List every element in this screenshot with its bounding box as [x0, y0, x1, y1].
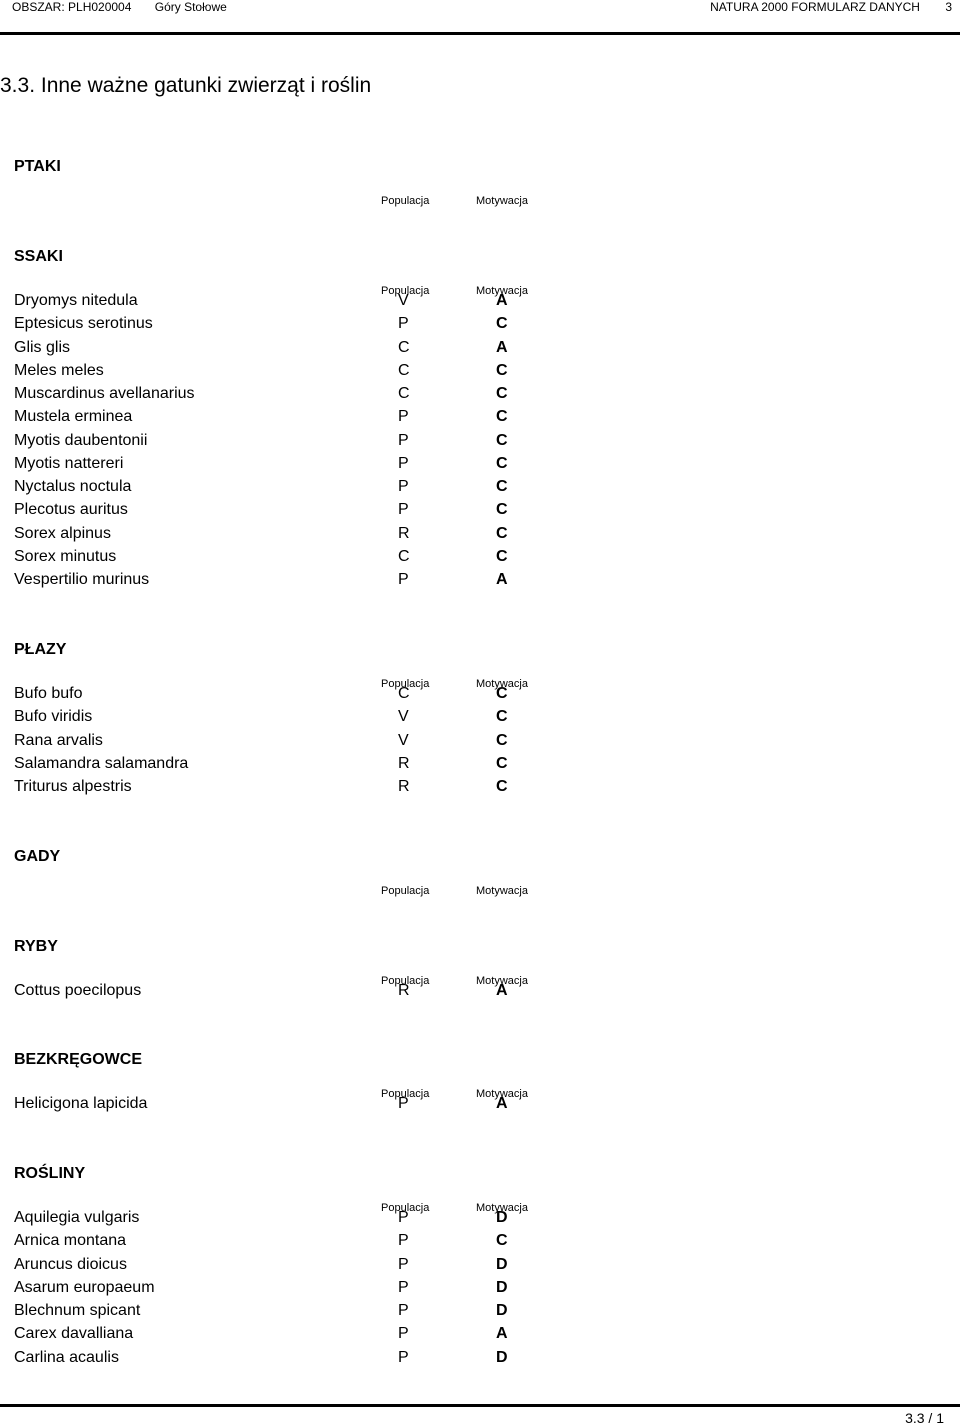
population-value: V: [398, 292, 409, 309]
population-value: C: [398, 385, 410, 402]
species-name: Myotis daubentonii: [14, 431, 148, 449]
site-code: OBSZAR: PLH020004: [12, 0, 132, 14]
page-number: 3.3 / 1: [905, 1410, 944, 1426]
motivation-value: C: [496, 385, 508, 402]
species-name: Carex davalliana: [14, 1325, 134, 1343]
column-header-population: Populacja: [381, 195, 430, 207]
motivation-value: D: [496, 1348, 508, 1366]
motivation-value: C: [496, 1232, 508, 1250]
species-name: Helicigona lapicida: [14, 1095, 148, 1112]
motivation-value: A: [496, 982, 508, 999]
species-name: Muscardinus avellanarius: [14, 385, 195, 402]
motivation-value: D: [496, 1302, 508, 1319]
section-title: BEZKRĘGOWCE: [14, 1051, 142, 1068]
species-name: Blechnum spicant: [14, 1302, 141, 1319]
table-row: [0, 981, 960, 1004]
species-name: Triturus alpestris: [14, 778, 132, 795]
motivation-value: A: [496, 292, 508, 309]
population-value: P: [398, 1302, 409, 1319]
column-header-population: Populacja: [381, 1088, 430, 1100]
table-row: [0, 570, 960, 593]
column-header-motivation: Motywacja: [476, 975, 528, 987]
column-header-population: Populacja: [381, 975, 430, 987]
table-row: [0, 407, 960, 430]
table-row: [0, 1208, 960, 1231]
species-name: Bufo bufo: [14, 685, 83, 702]
population-value: C: [398, 685, 410, 702]
header-right: [710, 0, 952, 14]
population-value: R: [398, 524, 410, 542]
motivation-value: C: [496, 524, 508, 542]
population-value: P: [398, 454, 409, 472]
motivation-value: C: [496, 361, 508, 379]
motivation-value: A: [496, 1325, 508, 1343]
column-header-population: Populacja: [381, 285, 430, 297]
motivation-value: C: [496, 547, 508, 565]
population-value: P: [398, 408, 409, 426]
table-row: [0, 477, 960, 500]
section-title: SSAKI: [14, 248, 63, 265]
population-value: C: [398, 361, 410, 379]
population-value: P: [398, 315, 409, 333]
population-value: P: [398, 1325, 409, 1343]
section-title: PTAKI: [14, 158, 61, 175]
table-row: [0, 338, 960, 361]
section-title: RYBY: [14, 938, 58, 955]
column-header-motivation: Motywacja: [476, 885, 528, 897]
table-row: [0, 1301, 960, 1324]
species-name: Dryomys nitedula: [14, 292, 138, 309]
species-name: Meles meles: [14, 361, 104, 379]
table-row: [0, 1278, 960, 1301]
column-header-motivation: Motywacja: [476, 195, 528, 207]
table-row: [0, 1094, 960, 1117]
table-row: [0, 524, 960, 547]
species-name: Nyctalus noctula: [14, 478, 132, 495]
table-row: [0, 1348, 960, 1371]
population-value: V: [398, 708, 409, 726]
footer-divider: [0, 1404, 960, 1407]
population-value: P: [398, 1348, 409, 1366]
population-value: P: [398, 478, 409, 495]
motivation-value: C: [496, 501, 508, 519]
table-row: [0, 707, 960, 730]
species-name: Vespertilio murinus: [14, 571, 150, 588]
site-name: Góry Stołowe: [154, 0, 227, 14]
motivation-value: C: [496, 408, 508, 426]
section-title: PŁAZY: [14, 641, 67, 658]
population-value: P: [398, 1232, 409, 1250]
population-value: C: [398, 547, 410, 565]
motivation-value: C: [496, 478, 508, 495]
species-name: Aruncus dioicus: [14, 1255, 127, 1273]
table-row: [0, 731, 960, 754]
population-value: P: [398, 1255, 409, 1273]
population-value: P: [398, 571, 409, 588]
population-value: P: [398, 501, 409, 519]
motivation-value: D: [496, 1209, 508, 1226]
table-row: [0, 314, 960, 337]
header-divider: [0, 32, 960, 35]
motivation-value: C: [496, 778, 508, 795]
population-value: V: [398, 731, 409, 749]
species-name: Mustela erminea: [14, 408, 133, 426]
population-value: P: [398, 1278, 409, 1296]
section-title: GADY: [14, 848, 61, 865]
motivation-value: C: [496, 708, 508, 726]
column-header-population: Populacja: [381, 1202, 430, 1214]
species-name: Sorex alpinus: [14, 524, 111, 542]
column-header-population: Populacja: [381, 885, 430, 897]
table-row: [0, 500, 960, 523]
motivation-value: A: [496, 571, 508, 588]
motivation-value: C: [496, 454, 508, 472]
species-name: Bufo viridis: [14, 708, 93, 726]
species-name: Cottus poecilopus: [14, 982, 142, 999]
motivation-value: D: [496, 1278, 508, 1296]
motivation-value: A: [496, 338, 508, 356]
species-name: Plecotus auritus: [14, 501, 128, 519]
header-left: [12, 0, 247, 14]
motivation-value: C: [496, 731, 508, 749]
species-name: Myotis nattereri: [14, 454, 124, 472]
table-row: [0, 431, 960, 454]
population-value: P: [398, 1095, 409, 1112]
section-title: ROŚLINY: [14, 1165, 86, 1182]
population-value: P: [398, 1209, 409, 1226]
column-header-population: Populacja: [381, 678, 430, 690]
column-header-motivation: Motywacja: [476, 1202, 528, 1214]
table-row: [0, 291, 960, 314]
population-value: C: [398, 338, 410, 356]
species-name: Glis glis: [14, 338, 71, 356]
table-row: [0, 777, 960, 800]
column-header-motivation: Motywacja: [476, 285, 528, 297]
table-row: [0, 361, 960, 384]
page-title: 3.3. Inne ważne gatunki zwierząt i roślin: [0, 74, 372, 97]
column-headers: [0, 194, 960, 208]
population-value: P: [398, 431, 409, 449]
motivation-value: C: [496, 315, 508, 333]
table-row: [0, 1255, 960, 1278]
motivation-value: C: [496, 431, 508, 449]
form-title: NATURA 2000 FORMULARZ DANYCH: [710, 0, 920, 14]
table-row: [0, 547, 960, 570]
species-name: Rana arvalis: [14, 731, 103, 749]
population-value: R: [398, 754, 410, 772]
column-header-motivation: Motywacja: [476, 678, 528, 690]
species-name: Asarum europaeum: [14, 1278, 155, 1296]
table-row: [0, 684, 960, 707]
species-name: Salamandra salamandra: [14, 754, 189, 772]
column-header-motivation: Motywacja: [476, 1088, 528, 1100]
column-headers: [0, 884, 960, 898]
table-row: [0, 384, 960, 407]
motivation-value: C: [496, 685, 508, 702]
table-row: [0, 754, 960, 777]
table-row: [0, 1231, 960, 1254]
motivation-value: A: [496, 1095, 508, 1112]
population-value: R: [398, 778, 410, 795]
section-number: 3: [945, 0, 952, 14]
species-name: Eptesicus serotinus: [14, 315, 153, 333]
species-name: Arnica montana: [14, 1232, 127, 1250]
page-header: [0, 0, 960, 14]
species-name: Carlina acaulis: [14, 1348, 119, 1366]
population-value: R: [398, 982, 410, 999]
motivation-value: C: [496, 754, 508, 772]
table-row: [0, 454, 960, 477]
species-name: Aquilegia vulgaris: [14, 1209, 140, 1226]
species-name: Sorex minutus: [14, 547, 117, 565]
motivation-value: D: [496, 1255, 508, 1273]
table-row: [0, 1324, 960, 1347]
